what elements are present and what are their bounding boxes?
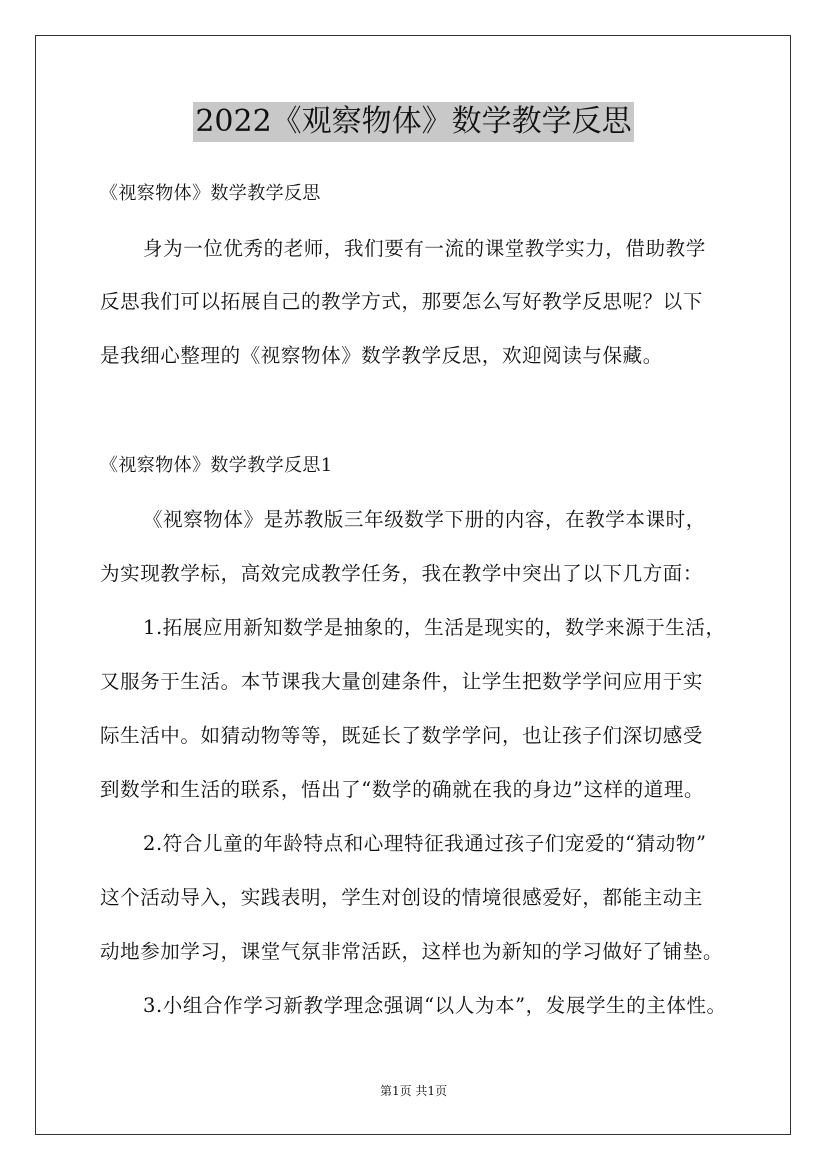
para1-line-2: 为实现教学标，高效完成教学任务，我在教学中突出了以下几方面： (100, 562, 704, 585)
point1-line-1: 1.拓展应用新知数学是抽象的，生活是现实的，数学来源于生活， (143, 616, 726, 639)
point1-line-4: 到数学和生活的联系，悟出了“数学的确就在我的身边”这样的道理。 (100, 778, 705, 801)
para1-line-1: 《视察物体》是苏教版三年级数学下册的内容，在教学本课时， (143, 508, 706, 531)
document-title: 2022《观察物体》数学教学反思 (193, 102, 633, 142)
section-heading: 《视察物体》数学教学反思1 (100, 455, 333, 476)
intro-line-3: 是我细心整理的《视察物体》数学教学反思，欢迎阅读与保藏。 (100, 344, 663, 367)
document-subtitle: 《视察物体》数学教学反思 (100, 183, 321, 204)
point2-line-2: 这个活动导入，实践表明，学生对创设的情境很感爱好，都能主动主 (100, 886, 704, 909)
page-footer: 第1页 共1页 (379, 1084, 448, 1098)
point2-line-1: 2.符合儿童的年龄特点和心理特征我通过孩子们宠爱的“猜动物” (143, 832, 707, 855)
intro-line-2: 反思我们可以拓展自己的教学方式，那要怎么写好教学反思呢？以下 (100, 290, 704, 313)
point3-line-1: 3.小组合作学习新教学理念强调“以人为本”，发展学生的主体性。 (143, 994, 727, 1017)
point1-line-2: 又服务于生活。本节课我大量创建条件，让学生把数学学问应用于实 (100, 670, 704, 693)
intro-line-1: 身为一位优秀的老师，我们要有一流的课堂教学实力，借助教学 (143, 237, 706, 260)
point2-line-3: 动地参加学习，课堂气氛非常活跃，这样也为新知的学习做好了铺垫。 (100, 940, 724, 963)
title-container (0, 102, 827, 142)
point1-line-3: 际生活中。如猜动物等等，既延长了数学学问，也让孩子们深切感受 (100, 724, 704, 747)
